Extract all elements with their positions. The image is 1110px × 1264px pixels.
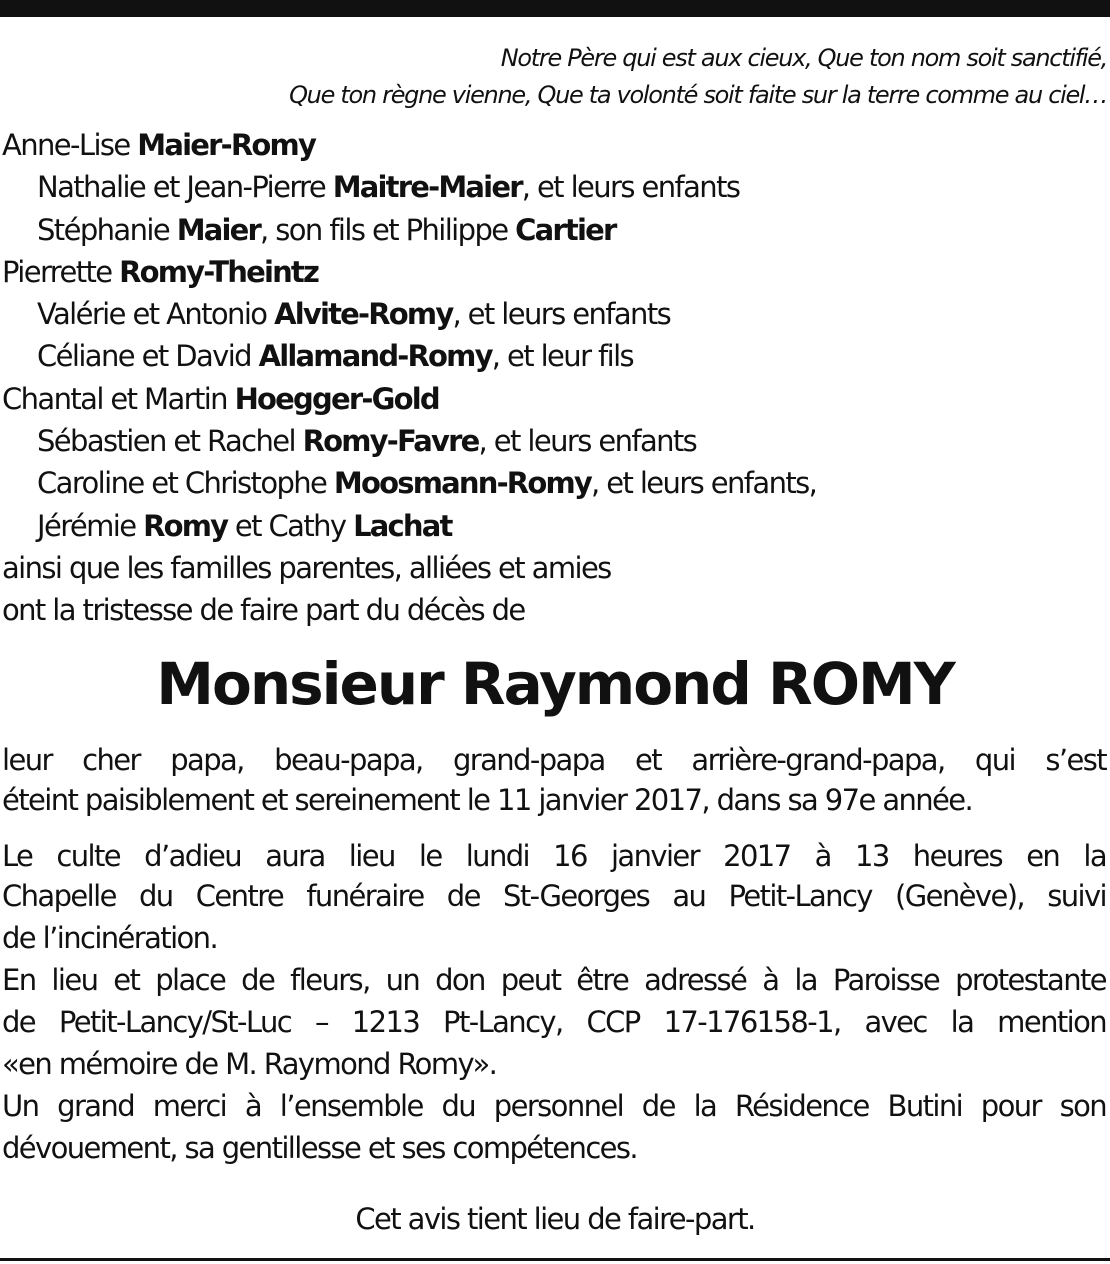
family-text: Jérémie <box>37 508 144 543</box>
family-surname: Lachat <box>353 508 452 543</box>
family-text: Stéphanie <box>37 212 177 247</box>
family-list <box>2 124 816 632</box>
family-surname: Alvite-Romy <box>274 297 453 332</box>
ceremony-line: Le culte d’adieu aura lieu le lundi 16 janvier 2017 à 13 heures en la <box>2 839 1106 873</box>
family-surname: Romy-Favre <box>302 424 479 459</box>
family-line <box>2 378 816 420</box>
announcement-line: éteint paisiblement et sereinement le 11 janvier 2017, dans sa 97e année. <box>2 783 973 817</box>
family-sub-line <box>2 335 816 377</box>
family-surname: Cartier <box>515 212 616 247</box>
family-surname: Allamand-Romy <box>258 339 492 374</box>
family-surname: Maitre-Maier <box>332 170 522 205</box>
family-surname: Maier <box>176 212 261 247</box>
family-sub-line <box>2 462 816 504</box>
family-line <box>2 589 816 631</box>
family-text: Anne-Lise <box>2 128 138 162</box>
family-text: Chantal et Martin <box>2 381 235 416</box>
deceased-name: Monsieur Raymond ROMY <box>156 650 954 718</box>
family-text: Nathalie et Jean-Pierre <box>37 170 333 205</box>
family-sub-line <box>2 209 816 251</box>
closing-note: Cet avis tient lieu de faire-part. <box>355 1202 755 1236</box>
family-text: , et leur fils <box>491 339 634 374</box>
donation-line: «en mémoire de M. Raymond Romy». <box>2 1047 497 1081</box>
donation-line: En lieu et place de fleurs, un don peut être adressé à la Paroisse protestante <box>2 963 1106 997</box>
top-rule <box>0 0 1110 17</box>
ceremony-line: de l’incinération. <box>2 921 218 955</box>
prayer-line-1: Notre Père qui est aux cieux, Que ton nom soit sanctifié, <box>500 44 1107 72</box>
announcement-line: leur cher papa, beau-papa, grand-papa et arrière-grand-papa, qui s’est <box>2 743 1106 777</box>
family-text: , et leurs enfants <box>521 170 740 205</box>
family-sub-line <box>2 420 816 462</box>
thanks-line: Un grand merci à l’ensemble du personnel de la Résidence Butini pour son <box>2 1089 1106 1123</box>
ceremony-line: Chapelle du Centre funéraire de St-Georges au Petit-Lancy (Genève), suivi <box>2 879 1106 913</box>
prayer-quote <box>289 40 1107 114</box>
prayer-line-2: Que ton règne vienne, Que ta volonté soit faite sur la terre comme au ciel… <box>289 81 1107 109</box>
family-text: Sébastien et Rachel <box>37 424 303 459</box>
family-text: , et leurs enfants <box>452 297 671 332</box>
family-text: , son fils et Philippe <box>260 212 516 247</box>
family-text: ont la tristesse de faire part du décès de <box>2 593 525 628</box>
family-text: , et leurs enfants <box>478 424 697 459</box>
family-text: ainsi que les familles parentes, alliées et amies <box>2 550 611 585</box>
family-line <box>2 124 816 166</box>
family-surname: Maier-Romy <box>137 128 316 162</box>
family-text: Valérie et Antonio <box>37 297 275 332</box>
family-sub-line <box>2 293 816 335</box>
family-surname: Romy-Theintz <box>119 254 319 289</box>
family-surname: Moosmann-Romy <box>333 466 591 501</box>
donation-line: de Petit-Lancy/St-Luc – 1213 Pt-Lancy, CCP 17-176158-1, avec la mention <box>2 1005 1106 1039</box>
family-text: Pierrette <box>2 254 120 289</box>
family-sub-line <box>2 166 816 208</box>
thanks-line: dévouement, sa gentillesse et ses compétences. <box>2 1131 638 1165</box>
family-text: et Cathy <box>227 508 354 543</box>
family-surname: Hoegger-Gold <box>234 381 439 416</box>
family-surname: Romy <box>143 508 228 543</box>
family-line <box>2 547 816 589</box>
bottom-rule <box>0 1258 1110 1261</box>
family-text: , et leurs enfants, <box>590 466 817 501</box>
family-sub-line <box>2 505 816 547</box>
family-text: Céliane et David <box>37 339 259 374</box>
family-line <box>2 251 816 293</box>
family-text: Caroline et Christophe <box>37 466 334 501</box>
